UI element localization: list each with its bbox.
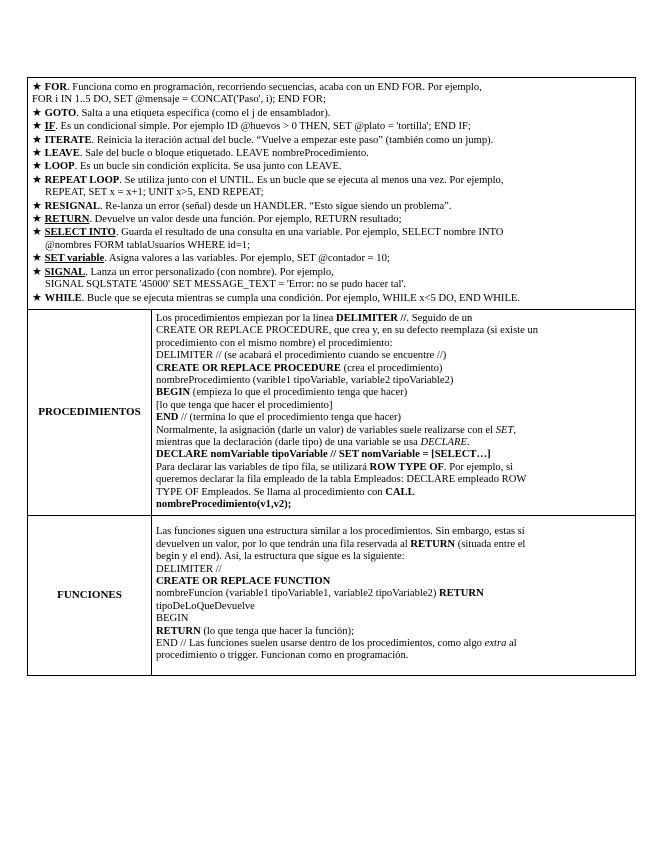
text-run: . Por ejemplo, si — [443, 461, 514, 473]
text-line — [156, 375, 631, 387]
star-icon: ★ — [32, 173, 45, 186]
keyword-description: . Guarda el resultado de una consulta en una variable. Por ejemplo, SELECT nombre INTO — [115, 227, 504, 239]
keyword-item — [32, 120, 631, 133]
keyword-name: LOOP — [44, 161, 75, 173]
text-run: Normalmente, la asignación (darle un valor) de variables suele realizarse con el — [156, 424, 496, 436]
funciones-content — [152, 516, 636, 675]
keyword-description: . Asigna valores a las variables. Por ejemplo, SET @contador = 10; — [104, 253, 390, 265]
keyword-name: FOR — [44, 82, 67, 93]
text-run: nombreFuncion (variable1 tipoVariable1, variable2 tipoVariable2) — [156, 588, 439, 600]
keyword-name: RESIGNAL — [44, 200, 100, 212]
keyword-name: LEAVE — [44, 148, 80, 160]
text-line — [156, 487, 631, 499]
text-line — [156, 650, 631, 662]
keyword-item — [32, 134, 631, 147]
text-run: begin y el end). Así, la estructura que sigue es la siguiente: — [156, 551, 405, 563]
keyword-description: . Re-lanza un error (señal) desde un HANDLER. “Esto sigue siendo un problema”. — [99, 200, 452, 212]
text-run: RETURN — [410, 538, 456, 550]
keyword-name: WHILE — [44, 292, 82, 304]
keyword-description: . Lanza un error personalizado (con nombre). Por ejemplo, — [85, 266, 334, 278]
text-line — [156, 588, 631, 600]
funciones-row — [28, 516, 636, 675]
keyword-name: SELECT INTO — [44, 227, 116, 239]
keyword-description: . Sale del bucle o bloque etiquetado. LEAVE nombreProcedimiento. — [79, 148, 369, 160]
text-line — [156, 576, 631, 588]
text-run: DELIMITER // (se acabará el procedimiento cuando se encuentre //) — [156, 350, 447, 362]
procedimientos-content — [152, 309, 636, 516]
text-run: END // Las funciones suelen usarse dentro de los procedimientos, como algo — [156, 638, 485, 650]
keyword-item — [32, 213, 631, 226]
text-run: CREATE OR REPLACE PROCEDURE — [156, 362, 341, 374]
keyword-item — [32, 81, 631, 94]
text-run: Para declarar las variables de tipo fila, se utilizará — [156, 461, 370, 473]
keyword-name: ITERATE — [44, 134, 92, 146]
star-icon: ★ — [32, 106, 45, 119]
text-run: DECLARE nomVariable tipoVariable // SET nomVariable = [SELECT…] — [156, 449, 491, 461]
keyword-description: . Es un condicional simple. Por ejemplo ID @huevos > 0 THEN, SET @plato = 'tortilla'; END IF; — [55, 121, 471, 133]
text-run: BEGIN — [156, 387, 191, 399]
text-line — [156, 449, 631, 461]
star-icon: ★ — [32, 291, 45, 304]
keyword-continuation: @nombres FORM tablaUsuarios WHERE id=1; — [45, 239, 251, 251]
keyword-item — [32, 266, 631, 279]
text-run: devuelven un valor, por lo que tendrán una fila reservada al — [156, 538, 411, 550]
text-run: Los procedimientos empiezan por la línea — [156, 312, 337, 324]
text-run: Las funciones siguen una estructura similar a los procedimientos. Sin embargo, estas sí — [156, 526, 525, 538]
text-run: extra — [484, 638, 507, 650]
keyword-continuation: REPEAT, SET x = x+1; UNIT x>5, END REPEAT; — [45, 187, 264, 199]
text-line — [156, 363, 631, 375]
text-run: CREATE OR REPLACE FUNCTION — [156, 576, 331, 588]
text-line — [156, 539, 631, 551]
text-run: (lo que tenga que hacer la función); — [200, 625, 354, 637]
text-line — [156, 338, 631, 350]
keyword-continuation: FOR i IN 1..5 DO, SET @mensaje = CONCAT('Paso', i); END FOR; — [32, 94, 326, 106]
text-line — [156, 387, 631, 399]
star-icon: ★ — [32, 213, 45, 226]
text-line — [156, 313, 631, 325]
funciones-label: FUNCIONES — [28, 516, 152, 675]
text-run: (empieza lo que el procedimiento tenga que hacer) — [190, 387, 408, 399]
text-run: SET — [495, 424, 514, 436]
keyword-description: . Bucle que se ejecuta mientras se cumpla una condición. Por ejemplo, WHILE x<5 DO, END WHILE. — [81, 292, 521, 304]
keyword-name: SIGNAL — [44, 266, 86, 278]
keyword-description: . Salta a una etiqueta específica (como el j de ensamblador). — [76, 107, 331, 119]
text-run: [lo que tenga que hacer el procedimiento] — [156, 399, 333, 411]
text-run: END — [156, 412, 179, 424]
text-run: BEGIN — [156, 613, 189, 625]
procedimientos-row — [28, 309, 636, 516]
text-run: nombreProcedimiento (varible1 tipoVariable, variable2 tipoVariable2) — [156, 374, 454, 386]
keyword-item — [32, 252, 631, 265]
keyword-name: IF — [44, 121, 56, 133]
keyword-description: . Reinicia la iteración actual del bucle. “Vuelve a empezar este paso” (también como un jump). — [91, 134, 494, 146]
text-run: RETURN — [439, 588, 484, 600]
keyword-description: . Es un bucle sin condición explícita. Se usa junto con LEAVE. — [74, 161, 342, 173]
text-run: (situada entre el — [455, 538, 526, 550]
keyword-item — [32, 226, 631, 239]
text-run: (crea el procedimiento) — [340, 362, 443, 374]
text-run: . — [466, 436, 470, 448]
keyword-item — [32, 292, 631, 305]
text-line — [156, 462, 631, 474]
text-run: . Seguido de un — [406, 312, 473, 324]
text-run: ROW TYPE OF — [369, 461, 444, 473]
text-line — [156, 437, 631, 449]
keyword-item — [32, 200, 631, 213]
star-icon: ★ — [32, 199, 45, 212]
keyword-name: GOTO — [44, 107, 77, 119]
keyword-description: . Se utiliza junto con el UNTIL. Es un bucle que se ejecuta al menos una vez. Por ejemplo, — [119, 174, 504, 186]
text-line — [156, 551, 631, 563]
text-line — [156, 626, 631, 638]
text-line — [156, 425, 631, 437]
keywords-cell — [28, 78, 636, 310]
text-run: CREATE OR REPLACE PROCEDURE, que crea y, en su defecto reemplaza (si existe un — [156, 325, 539, 337]
text-run: procedimiento o trigger. Funcionan como en programación. — [156, 650, 409, 662]
text-run: procedimiento con el mismo nombre) el procedimiento: — [156, 337, 393, 349]
text-line — [156, 638, 631, 650]
keyword-name: RETURN — [44, 214, 90, 226]
text-line — [156, 474, 631, 486]
text-run: queremos declarar la fila empleado de la tabla Empleados: DECLARE empleado ROW — [156, 474, 527, 486]
star-icon: ★ — [32, 265, 45, 278]
text-line — [156, 564, 631, 576]
keyword-item — [32, 160, 631, 173]
text-run: al — [506, 638, 517, 650]
text-line — [156, 325, 631, 337]
text-run: mientras que la declaración (darle tipo) de una variable se usa — [156, 436, 421, 448]
text-run: CALL — [385, 486, 415, 498]
text-run: DECLARE — [420, 436, 467, 448]
text-run: // (termina lo que el procedimiento tenga que hacer) — [178, 412, 402, 424]
keyword-continuation: SIGNAL SQLSTATE '45000' SET MESSAGE_TEXT = 'Error: no se pudo hacer tal'. — [45, 279, 406, 291]
keyword-name: SET variable — [44, 253, 105, 265]
text-run: TYPE OF Empleados. Se llama al procedimiento con — [156, 486, 386, 498]
text-line — [156, 526, 631, 538]
keyword-item — [32, 147, 631, 160]
text-run: RETURN — [156, 625, 201, 637]
keyword-item — [32, 107, 631, 120]
text-run: tipoDeLoQueDevuelve — [156, 600, 255, 612]
text-line — [156, 400, 631, 412]
reference-table — [27, 77, 636, 676]
text-run: DELIMITER // — [336, 312, 407, 324]
text-line — [156, 350, 631, 362]
keywords-row — [28, 78, 636, 310]
star-icon: ★ — [32, 160, 45, 173]
text-line — [156, 412, 631, 424]
text-run: nombreProcedimiento(v1,v2); — [156, 499, 292, 510]
text-line — [156, 499, 631, 511]
star-icon: ★ — [32, 81, 45, 93]
star-icon: ★ — [32, 133, 45, 146]
keyword-item — [32, 174, 631, 187]
text-run: , — [513, 424, 517, 436]
text-line — [156, 601, 631, 613]
keyword-description: . Devuelve un valor desde una función. Por ejemplo, RETURN resultado; — [89, 214, 402, 226]
star-icon: ★ — [32, 147, 45, 160]
keyword-name: REPEAT LOOP — [44, 174, 120, 186]
star-icon: ★ — [32, 226, 45, 239]
keyword-description: . Funciona como en programación, recorriendo secuencias, acaba con un END FOR. Por ejemplo, — [67, 82, 482, 93]
text-line — [156, 613, 631, 625]
procedimientos-label: PROCEDIMIENTOS — [28, 309, 152, 516]
star-icon: ★ — [32, 120, 45, 133]
star-icon: ★ — [32, 252, 45, 265]
text-run: DELIMITER // — [156, 563, 222, 575]
